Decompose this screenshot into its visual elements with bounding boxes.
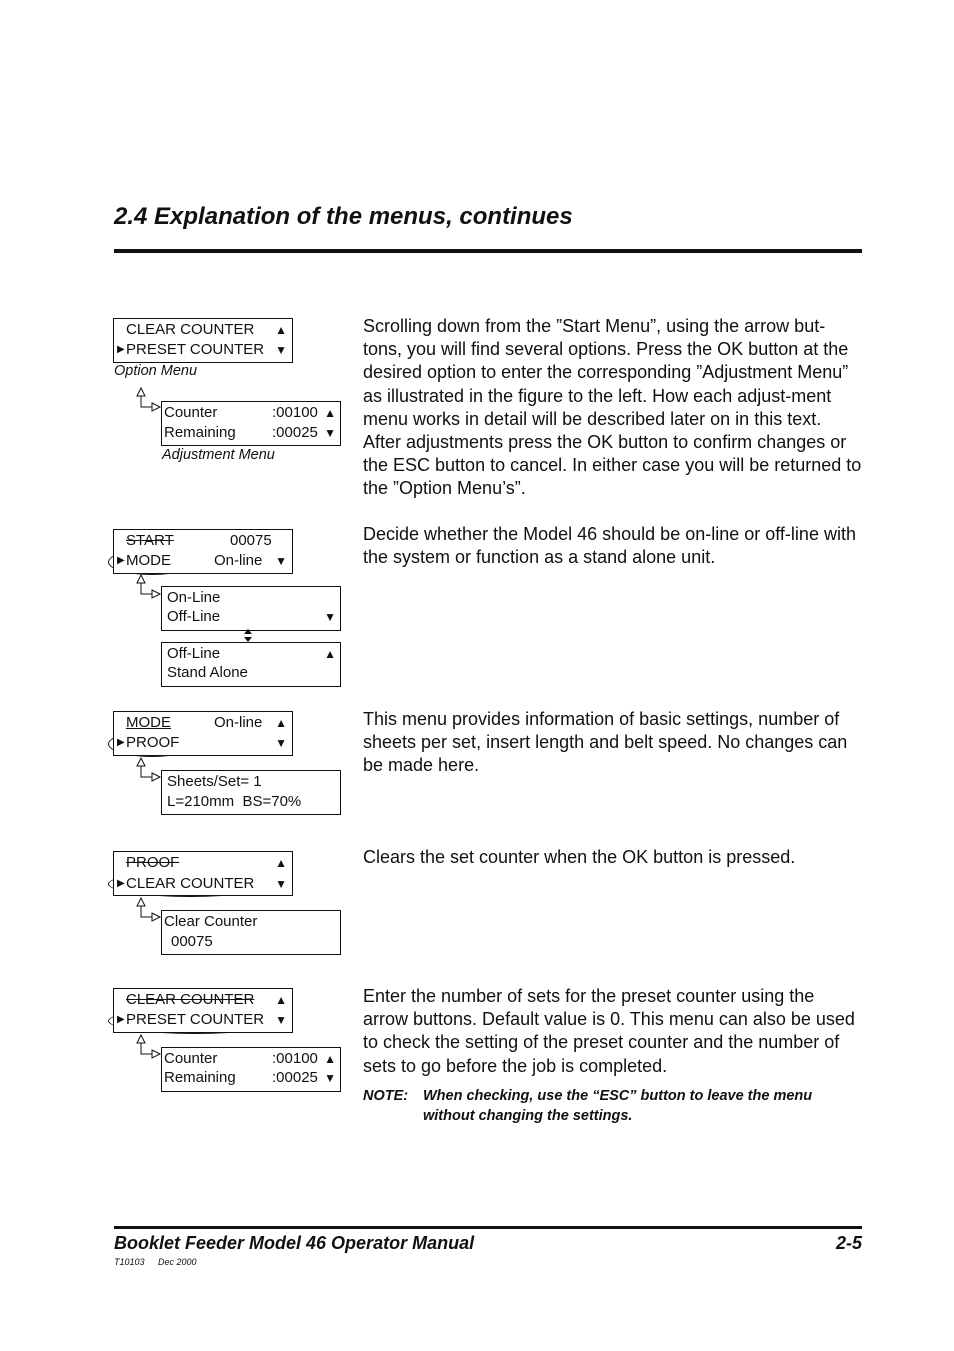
clear-counter-label: CLEAR COUNTER [126,875,255,892]
note-label: NOTE: [363,1088,409,1104]
option-menu-caption: Option Menu [114,363,198,379]
right-pointer-icon: ▶ [117,878,125,889]
mode-value: On-line [214,714,263,731]
down-arrow-icon: ▼ [275,1013,287,1027]
remaining-label: Remaining [164,424,236,441]
preset-counter-menu-display [113,988,293,1033]
block-5-text: Enter the number of sets for the preset counter using the arrow buttons. Default value is 0. This menu can also be used to check the setting of the preset counter and the number of sets to go before the job is completed. [363,986,855,1076]
standalone-option-display [161,642,341,687]
document-code: T10103 [114,1257,145,1267]
mode-value: On-line [214,552,263,569]
right-pointer-icon: ▶ [117,1014,125,1025]
down-arrow-icon: ▼ [275,877,287,891]
block-3-text: This menu provides information of basic settings, number of sheets per set, insert length and belt speed. No changes can be made here. [363,709,848,776]
online-option: On-Line [167,589,221,606]
standalone-option: Stand Alone [167,664,248,681]
counter-value: :00100 [272,404,318,421]
proof-label: PROOF [126,854,180,871]
mode-label: MODE [126,552,171,569]
counter-value: :00100 [272,1050,318,1067]
remaining-value: :00025 [272,424,318,441]
down-arrow-icon: ▼ [324,426,336,440]
offline-option: Off-Line [167,608,221,625]
right-pointer-icon: ▶ [117,344,125,355]
right-pointer-icon: ▶ [117,555,125,566]
footer-rule [114,1226,862,1229]
up-arrow-icon: ▲ [275,323,287,337]
menu-line-2: PRESET COUNTER [126,341,265,358]
note [363,1086,863,1126]
menu-line-1: CLEAR COUNTER [126,321,255,338]
down-arrow-icon: ▼ [275,736,287,750]
counter-label: Counter [164,404,218,421]
block-2-text: Decide whether the Model 46 should be on-line or off-line with the system or function as a stand alone unit. [363,524,856,568]
start-value: 00075 [230,532,272,549]
note-text: When checking, use the “ESC” button to leave the menu without changing the settings. [423,1088,813,1124]
up-arrow-icon: ▲ [324,647,336,661]
proof-info-display [161,770,341,815]
mode-label: MODE [126,714,171,731]
block-4-text: Clears the set counter when the OK button is pressed. [363,847,796,867]
up-arrow-icon: ▲ [275,993,287,1007]
online-option-display [161,586,341,631]
down-arrow-icon: ▼ [324,610,336,624]
page-number: 2-5 [835,1233,862,1253]
manual-title: Booklet Feeder Model 46 Operator Manual [114,1233,475,1253]
sheets-per-set: Sheets/Set= 1 [167,773,262,790]
proof-label: PROOF [126,734,180,751]
offline-option: Off-Line [167,645,221,662]
down-arrow-icon: ▼ [275,343,287,357]
start-label: START [126,532,174,549]
up-arrow-icon: ▲ [275,716,287,730]
down-arrow-icon: ▼ [275,554,287,568]
clear-counter-menu-display [113,851,293,896]
remaining-label: Remaining [164,1069,236,1086]
adjustment-menu-display [161,401,341,446]
clear-counter-display [161,910,341,955]
section-title: 2.4 Explanation of the menus, continues [114,203,573,230]
counter-label: Counter [164,1050,218,1067]
adjustment-menu-caption: Adjustment Menu [162,447,275,463]
up-arrow-icon: ▲ [275,856,287,870]
block-1-text: Scrolling down from the ”Start Menu”, using the arrow but-tons, you will find several options. Press the OK button at the desired option to enter the corresponding ”Adjustment Menu” as illustrated in the figure to the left. How each adjust-ment menu works in detail will be described later on in this text. After adjustments press the OK button to confirm changes or the ESC button to cancel. In either case you will be returned to the ”Option Menu’s”. [363,316,862,499]
header-rule [114,249,862,253]
clear-counter-label: CLEAR COUNTER [126,991,255,1008]
clear-counter-title: Clear Counter [164,913,258,930]
up-arrow-icon: ▲ [324,1052,336,1066]
proof-menu-display [113,711,293,756]
preset-counter-label: PRESET COUNTER [126,1011,265,1028]
up-arrow-icon: ▲ [324,406,336,420]
down-arrow-icon: ▼ [324,1071,336,1085]
remaining-value: :00025 [272,1069,318,1086]
option-menu-display [113,318,293,363]
length-belt-speed: L=210mm BS=70% [167,793,302,810]
up-down-arrow-icon [243,629,253,642]
document-date: Dec 2000 [158,1257,197,1267]
preset-counter-adjust-display [161,1047,341,1092]
mode-menu-display [113,529,293,574]
right-pointer-icon: ▶ [117,737,125,748]
set-counter-value: 00075 [171,933,213,950]
